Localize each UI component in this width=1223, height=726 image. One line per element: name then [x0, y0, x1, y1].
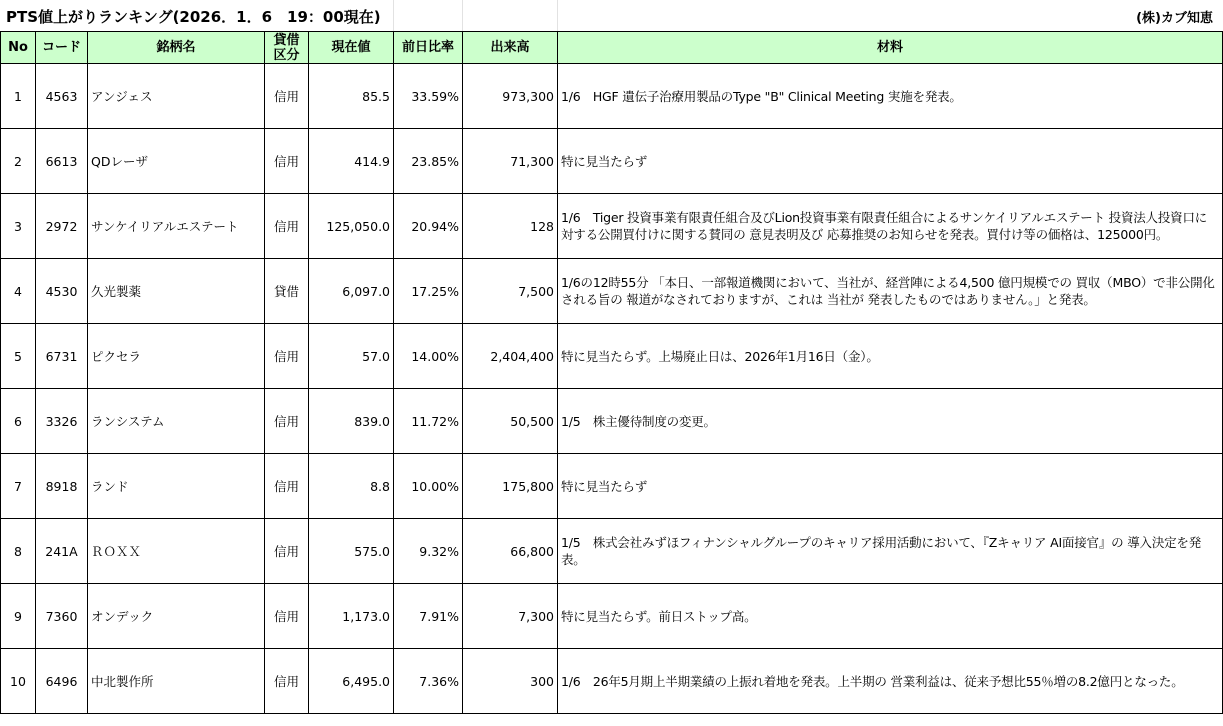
- cell-change: 7.36%: [394, 649, 463, 714]
- cell-code: 6496: [36, 649, 88, 714]
- cell-code: 4530: [36, 259, 88, 324]
- cell-no: 6: [1, 389, 36, 454]
- cell-no: 8: [1, 519, 36, 584]
- table-row: [1, 584, 1223, 649]
- cell-price: 125,050.0: [309, 194, 394, 259]
- table-row: [1, 649, 1223, 714]
- cell-material: 特に見当たらず。上場廃止日は、2026年1月16日（金）。: [558, 324, 1223, 389]
- header-material: 材料: [558, 32, 1223, 64]
- cell-material: 1/6 HGF 遺伝子治療用製品のType "B" Clinical Meeting 実施を発表。: [558, 64, 1223, 129]
- cell-volume: 2,404,400: [463, 324, 558, 389]
- cell-lending: 信用: [265, 584, 309, 649]
- header-lending: [265, 32, 309, 64]
- cell-lending: 信用: [265, 64, 309, 129]
- cell-lending: 信用: [265, 194, 309, 259]
- cell-name: 久光製薬: [88, 259, 265, 324]
- cell-lending: 信用: [265, 324, 309, 389]
- cell-name: ランシステム: [88, 389, 265, 454]
- table-row: [1, 259, 1223, 324]
- cell-lending: 信用: [265, 454, 309, 519]
- cell-name: アンジェス: [88, 64, 265, 129]
- cell-code: 241A: [36, 519, 88, 584]
- cell-material: 1/6 Tiger 投資事業有限責任組合及びLion投資事業有限責任組合によるサンケイリアルエステート 投資法人投資口に対する公開買付けに関する賛同の 意見表明及び 応募推奨のお知らせを発表。買付け等の価格は、125000円。: [558, 194, 1223, 259]
- cell-volume: 973,300: [463, 64, 558, 129]
- header-no: No: [1, 32, 36, 64]
- cell-volume: 175,800: [463, 454, 558, 519]
- table-row: [1, 129, 1223, 194]
- header-code: コード: [36, 32, 88, 64]
- cell-material: 1/6 26年5月期上半期業績の上振れ着地を発表。上半期の 営業利益は、従来予想比55％増の8.2億円となった。: [558, 649, 1223, 714]
- cell-price: 85.5: [309, 64, 394, 129]
- table-row: [1, 519, 1223, 584]
- cell-volume: 300: [463, 649, 558, 714]
- cell-name: サンケイリアルエステート: [88, 194, 265, 259]
- table-row: [1, 454, 1223, 519]
- cell-name: ＲＯＸＸ: [88, 519, 265, 584]
- cell-no: 9: [1, 584, 36, 649]
- cell-change: 7.91%: [394, 584, 463, 649]
- cell-name: QDレーザ: [88, 129, 265, 194]
- cell-volume: 7,300: [463, 584, 558, 649]
- cell-lending: 信用: [265, 389, 309, 454]
- cell-price: 414.9: [309, 129, 394, 194]
- cell-material: 1/5 株式会社みずほフィナンシャルグループのキャリア採用活動において、『Zキャリア AI面接官』の 導入決定を発表。: [558, 519, 1223, 584]
- cell-change: 14.00%: [394, 324, 463, 389]
- cell-material: 1/5 株主優待制度の変更。: [558, 389, 1223, 454]
- cell-lending: 信用: [265, 129, 309, 194]
- cell-price: 1,173.0: [309, 584, 394, 649]
- cell-price: 6,097.0: [309, 259, 394, 324]
- cell-volume: 128: [463, 194, 558, 259]
- table-row: [1, 194, 1223, 259]
- ranking-table: [0, 31, 1223, 714]
- cell-code: 6613: [36, 129, 88, 194]
- cell-code: 3326: [36, 389, 88, 454]
- table-row: [1, 324, 1223, 389]
- grid-line: [393, 0, 394, 31]
- header-row: [1, 32, 1223, 64]
- cell-price: 839.0: [309, 389, 394, 454]
- cell-change: 17.25%: [394, 259, 463, 324]
- cell-name: ピクセラ: [88, 324, 265, 389]
- cell-name: ランド: [88, 454, 265, 519]
- cell-price: 6,495.0: [309, 649, 394, 714]
- cell-code: 6731: [36, 324, 88, 389]
- cell-code: 2972: [36, 194, 88, 259]
- cell-no: 4: [1, 259, 36, 324]
- cell-price: 575.0: [309, 519, 394, 584]
- grid-line: [557, 0, 558, 31]
- header-lending-line2: 区分: [273, 47, 300, 63]
- cell-volume: 7,500: [463, 259, 558, 324]
- source-label: (株)カブ知恵: [1136, 11, 1213, 26]
- header-lending-line1: 貸借: [273, 32, 300, 48]
- cell-price: 57.0: [309, 324, 394, 389]
- cell-volume: 66,800: [463, 519, 558, 584]
- header-change: 前日比率: [394, 32, 463, 64]
- cell-change: 20.94%: [394, 194, 463, 259]
- cell-name: オンデック: [88, 584, 265, 649]
- cell-change: 11.72%: [394, 389, 463, 454]
- page-title: PTS値上がりランキング(2026．1．6 19：00現在): [6, 8, 381, 26]
- title-row: [0, 0, 1223, 32]
- cell-name: 中北製作所: [88, 649, 265, 714]
- cell-no: 1: [1, 64, 36, 129]
- header-name: 銘柄名: [88, 32, 265, 64]
- cell-lending: 信用: [265, 519, 309, 584]
- cell-no: 7: [1, 454, 36, 519]
- cell-price: 8.8: [309, 454, 394, 519]
- cell-code: 7360: [36, 584, 88, 649]
- cell-code: 4563: [36, 64, 88, 129]
- cell-material: 特に見当たらず: [558, 129, 1223, 194]
- table-row: [1, 64, 1223, 129]
- cell-change: 33.59%: [394, 64, 463, 129]
- header-volume: 出来高: [463, 32, 558, 64]
- cell-volume: 71,300: [463, 129, 558, 194]
- cell-lending: 貸借: [265, 259, 309, 324]
- cell-change: 23.85%: [394, 129, 463, 194]
- cell-change: 9.32%: [394, 519, 463, 584]
- cell-code: 8918: [36, 454, 88, 519]
- cell-no: 5: [1, 324, 36, 389]
- cell-lending: 信用: [265, 649, 309, 714]
- cell-material: 1/6の12時55分 「本日、一部報道機関において、当社が、経営陣による4,500 億円規模での 買収（MBO）で非公開化される旨の 報道がなされておりますが、これは 当社が 発表したものではありません。」と発表。: [558, 259, 1223, 324]
- cell-volume: 50,500: [463, 389, 558, 454]
- cell-no: 3: [1, 194, 36, 259]
- cell-no: 10: [1, 649, 36, 714]
- cell-material: 特に見当たらず。前日ストップ高。: [558, 584, 1223, 649]
- cell-no: 2: [1, 129, 36, 194]
- cell-change: 10.00%: [394, 454, 463, 519]
- cell-material: 特に見当たらず: [558, 454, 1223, 519]
- header-price: 現在値: [309, 32, 394, 64]
- table-row: [1, 389, 1223, 454]
- grid-line: [462, 0, 463, 31]
